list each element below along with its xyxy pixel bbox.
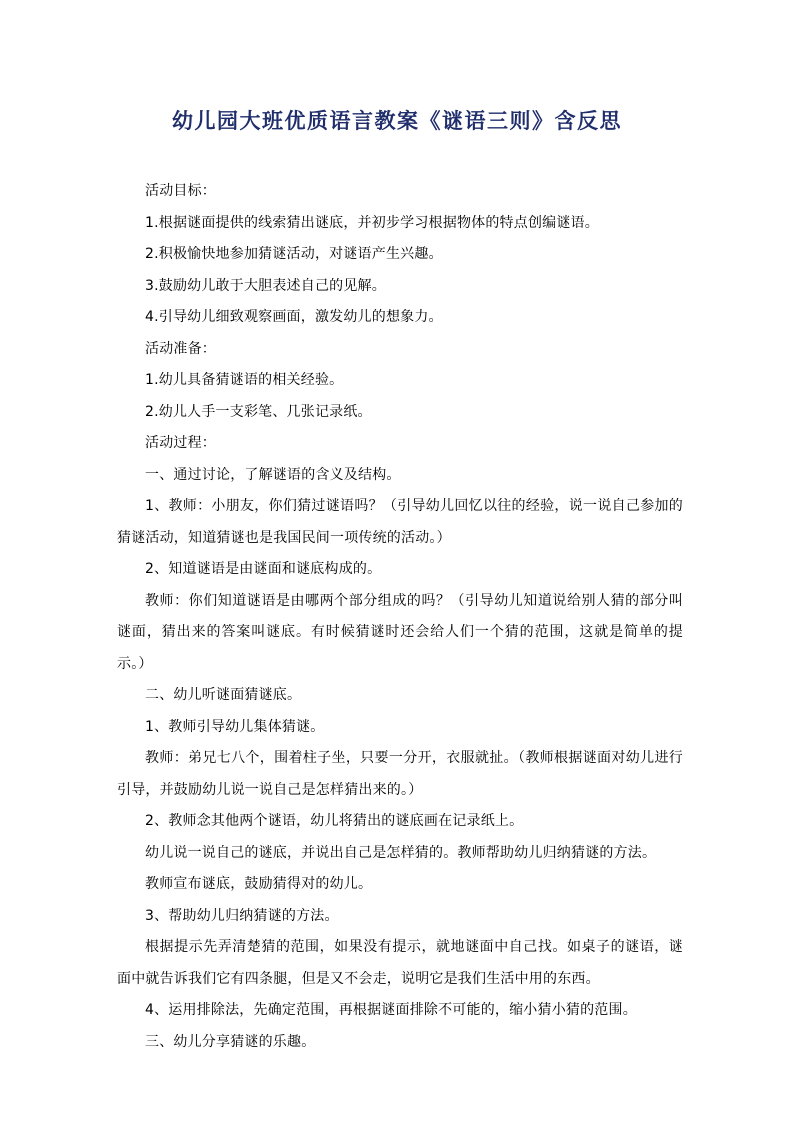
paragraph: 一、通过讨论，了解谜语的含义及结构。 <box>145 466 401 483</box>
paragraph: 3.鼓励幼儿敢于大胆表述自己的见解。 <box>145 277 386 294</box>
paragraph: 教师宣布谜底，鼓励猜得对的幼儿。 <box>145 876 373 892</box>
paragraph: 4.引导幼儿细致观察画面，激发幼儿的想象力。 <box>145 309 443 325</box>
paragraph: 幼儿说一说自己的谜底，并说出自己是怎样猜的。教师帮助幼儿归纳猜谜的方法。 <box>145 844 657 861</box>
paragraph: 1、教师：小朋友，你们猜过谜语吗？（引导幼儿回忆以往的经验，说一说自己参加的猜谜活动，知道猜谜也是我国民间一项传统的活动。） <box>117 498 683 546</box>
paragraph: 4、运用排除法，先确定范围，再根据谜面排除不可能的，缩小猜小猜的范围。 <box>145 1002 637 1018</box>
paragraph: 活动准备： <box>145 340 216 357</box>
paragraph: 根据提示先弄清楚猜的范围，如果没有提示，就地谜面中自己找。如桌子的谜语，谜面中就告诉我们它有四条腿，但是又不会走，说明它是我们生活中用的东西。 <box>117 939 683 987</box>
paragraph: 教师：你们知道谜语是由哪两个部分组成的吗？（引导幼儿知道说给别人猜的部分叫谜面，猜出来的答案叫谜底。有时候猜谜时还会给人们一个猜的范围，这就是简单的提示。） <box>117 592 683 672</box>
paragraph: 活动目标： <box>145 183 216 199</box>
paragraph: 二、幼儿听谜面猜谜底。 <box>145 687 302 703</box>
paragraph: 教师：弟兄七八个，围着柱子坐，只要一分开，衣服就扯。（教师根据谜面对幼儿进行引导，并鼓励幼儿说一说自己是怎样猜出来的。） <box>117 750 683 798</box>
page-title: 幼儿园大班优质语言教案《谜语三则》含反思 <box>172 108 622 133</box>
document-body <box>117 176 683 1058</box>
paragraph: 2.幼儿人手一支彩笔、几张记录纸。 <box>145 403 372 420</box>
paragraph: 2、教师念其他两个谜语，幼儿将猜出的谜底画在记录纸上。 <box>145 813 524 829</box>
paragraph: 3、帮助幼儿归纳猜谜的方法。 <box>145 907 339 924</box>
paragraph: 三、幼儿分享猜谜的乐趣。 <box>145 1033 316 1050</box>
paragraph: 2.积极愉快地参加猜谜活动，对谜语产生兴趣。 <box>145 246 443 262</box>
paragraph: 活动过程： <box>145 435 216 451</box>
paragraph: 2、知道谜语是由谜面和谜底构成的。 <box>145 561 382 577</box>
paragraph: 1、教师引导幼儿集体猜谜。 <box>145 718 325 735</box>
paragraph: 1.幼儿具备猜谜语的相关经验。 <box>145 372 344 388</box>
paragraph: 1.根据谜面提供的线索猜出谜底，并初步学习根据物体的特点创编谜语。 <box>145 214 599 231</box>
